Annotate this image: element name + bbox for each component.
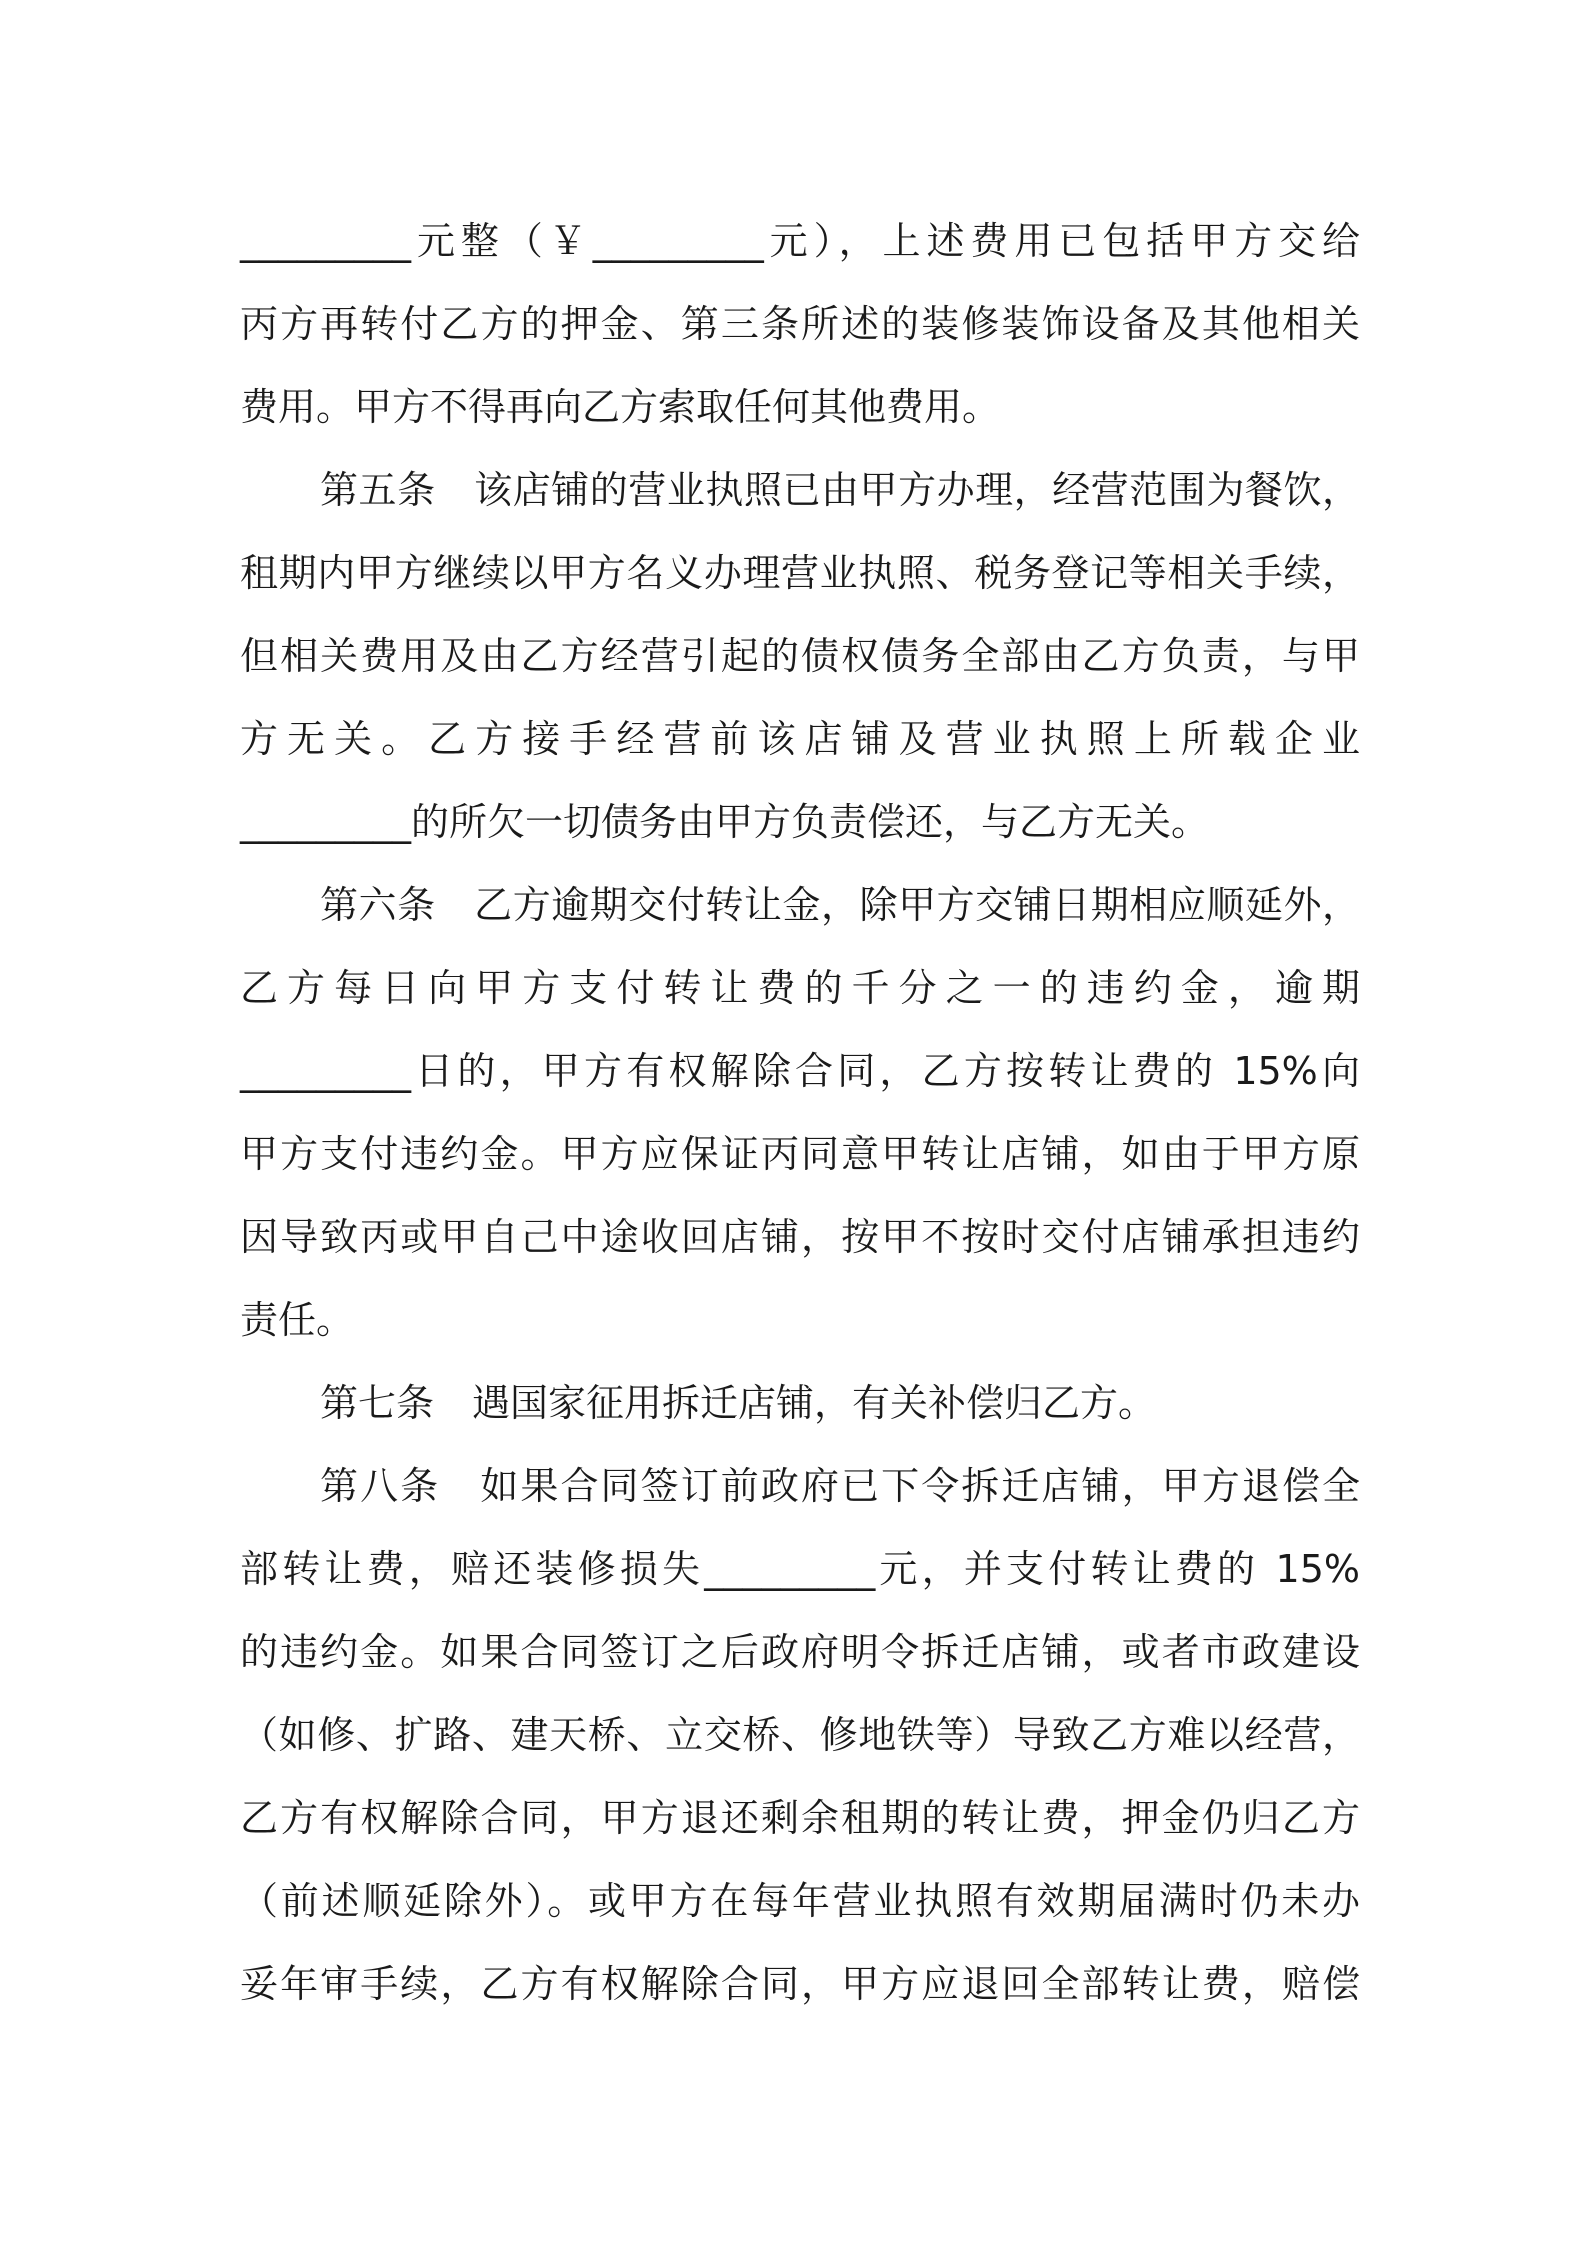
article-8-line-1: 第八条 如果合同签订前政府已下令拆迁店铺，甲方退偿全 xyxy=(320,1464,1360,1508)
article-6-line-4: 甲方支付违约金。甲方应保证丙同意甲转让店铺，如由于甲方原 xyxy=(240,1132,1360,1176)
article-7-line-1: 第七条 遇国家征用拆迁店铺，有关补偿归乙方。 xyxy=(320,1381,1157,1425)
text-line-1: _________元整（￥_________元），上述费用已包括甲方交给 xyxy=(240,219,1360,263)
text-line-2: 丙方再转付乙方的押金、第三条所述的装修装饰设备及其他相关 xyxy=(240,302,1360,346)
article-6-line-3: _________日的，甲方有权解除合同，乙方按转让费的 15%向 xyxy=(240,1049,1360,1093)
article-8-line-5: 乙方有权解除合同，甲方退还剩余租期的转让费，押金仍归乙方 xyxy=(240,1796,1360,1840)
article-6-line-2: 乙方每日向甲方支付转让费的千分之一的违约金，逾期 xyxy=(240,966,1360,1010)
contract-body xyxy=(240,200,1360,2026)
article-5-line-4: 方无关。乙方接手经营前该店铺及营业执照上所载企业 xyxy=(240,717,1360,761)
text-line-3: 费用。甲方不得再向乙方索取任何其他费用。 xyxy=(240,385,1001,429)
article-6-line-1: 第六条 乙方逾期交付转让金，除甲方交铺日期相应顺延外， xyxy=(320,883,1360,927)
article-8-line-7: 妥年审手续，乙方有权解除合同，甲方应退回全部转让费，赔偿 xyxy=(240,1962,1360,2006)
article-8-line-4: （如修、扩路、建天桥、立交桥、修地铁等）导致乙方难以经营， xyxy=(240,1713,1360,1757)
article-8-line-3: 的违约金。如果合同签订之后政府明令拆迁店铺，或者市政建设 xyxy=(240,1630,1360,1674)
article-6-line-5: 因导致丙或甲自己中途收回店铺，按甲不按时交付店铺承担违约 xyxy=(240,1215,1360,1259)
article-8-line-6: （前述顺延除外）。或甲方在每年营业执照有效期届满时仍未办 xyxy=(240,1879,1360,1923)
article-5-line-2: 租期内甲方继续以甲方名义办理营业执照、税务登记等相关手续， xyxy=(240,551,1360,595)
article-5-line-5: _________的所欠一切债务由甲方负责偿还，与乙方无关。 xyxy=(240,800,1210,844)
article-5-line-3: 但相关费用及由乙方经营引起的债权债务全部由乙方负责，与甲 xyxy=(240,634,1360,678)
article-6-line-6: 责任。 xyxy=(240,1298,355,1342)
article-5-line-1: 第五条 该店铺的营业执照已由甲方办理，经营范围为餐饮， xyxy=(320,468,1360,512)
article-8-line-2: 部转让费，赔还装修损失_________元，并支付转让费的 15% xyxy=(240,1547,1360,1591)
